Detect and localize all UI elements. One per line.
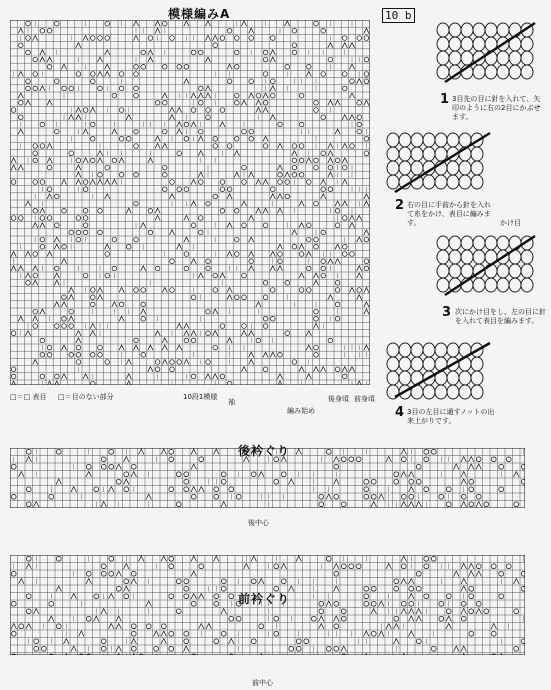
label-sleeve: 袖 [228,398,235,406]
kakeme-label: かけ目 [500,219,521,227]
step-4-number: 4 [395,405,405,420]
knot-illustration-3 [435,228,540,303]
step-4-text: 3目の左目に通すノットの出来上がりです。 [407,408,495,425]
knot-illustration-2 [385,125,495,200]
back-neck-grid [10,448,525,508]
label-start: 編み始め [287,407,315,415]
label-10row: 10段1模様 [183,393,218,401]
legend-knit: □＝□ 表目 [10,393,47,401]
knot-illustration-1 [435,15,540,90]
front-center-label: 前中心 [252,679,273,687]
label-front: 前身頃 [354,395,375,403]
front-neck-title: 前衿ぐり [238,592,291,606]
knot-illustration-4 [385,335,495,405]
step-3-number: 3 [442,305,452,320]
chart-a-title: 模様編みA [168,7,231,21]
legend-none: □＝目のない部分 [58,393,114,401]
front-neck-grid [10,555,525,655]
step-2-text: 右の目に手前から針を入れて糸をかけ、表目に編みます。 [407,201,491,227]
back-neck-title: 後衿ぐり [238,444,291,458]
step-2-number: 2 [395,198,405,213]
step-1-number: 1 [440,92,450,107]
step-3-text: 次にかけ目をし、左の目に針を入れて表目を編みます。 [455,308,546,325]
step-1-text: 3目先の目に針を入れて、矢印のように右の2目にかぶせます。 [452,95,541,121]
back-center-label: 後中心 [248,519,269,527]
label-back: 後身頃 [328,395,349,403]
chart-a-grid [10,20,370,385]
section-badge: 10 b [382,8,415,23]
